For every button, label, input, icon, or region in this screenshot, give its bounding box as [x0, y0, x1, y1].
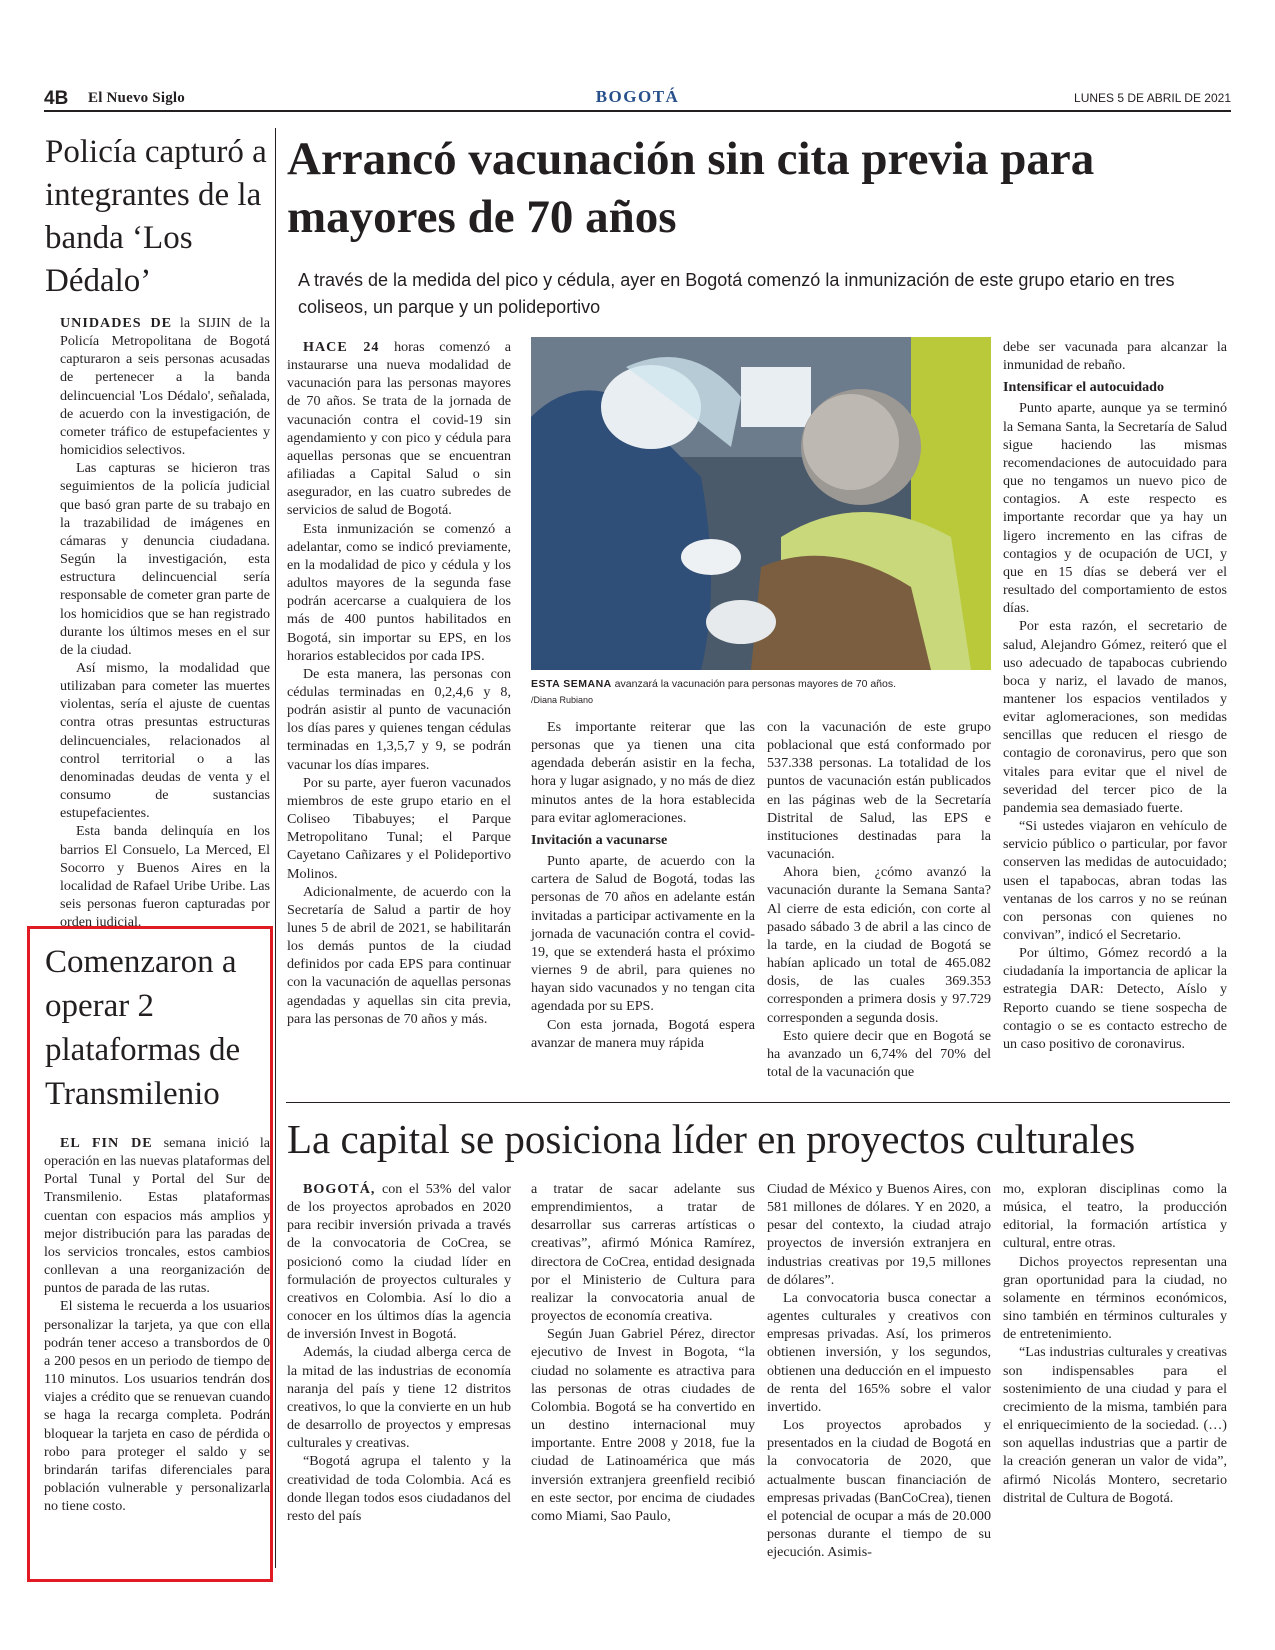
paragraph: Esta inmunización se comenzó a adelantar, como se indicó previamente, en la modalidad de pico y cédula y los adultos mayores de la segunda fase podrán acercarse a cualquiera de los más de 400 puntos habilitados en Bogotá, sin importar su EPS, en los horarios establecidos por cada IPS. [287, 520, 511, 664]
story2-body [44, 1134, 270, 1515]
paragraph: Dichos proyectos representan una gran oportunidad para la ciudad, no solamente en términos económicos, sino también en términos culturales y de entretenimiento. [1003, 1253, 1227, 1343]
caption-lead: ESTA SEMANA [531, 678, 612, 690]
subheading: Intensificar el autocuidado [1003, 379, 1165, 396]
paragraph: Las capturas se hicieron tras seguimientos de la policía judicial que basó gran parte de su trabajo en la trazabilidad de imágenes en cámaras y denuncia ciudadana. Según la investigación, esta estructura delincuencial sería responsable de cometer gran parte de los homicidios que se han registrado durante los últimos meses en el sur de la ciudad. [60, 460, 270, 658]
paragraph: EL FIN DE semana inició la operación en las nuevas plataformas del Portal Tunal y Portal del Sur de Transmilenio. Estas plataformas cuentan con espacios más amplios y mejor distribución para las paradas de los servicios troncales, estos cambios conllevan a una reorganización de puntos de parada de las rutas. [44, 1135, 270, 1297]
main-deck: A través de la medida del pico y cédula, ayer en Bogotá comenzó la inmunización de este grupo etario en tres coliseos, un parque y un polideportivo [298, 270, 1175, 317]
masthead: El Nuevo Siglo [88, 90, 185, 106]
main-column-1 [287, 338, 511, 1028]
main-column-3 [767, 718, 991, 1081]
paragraph: mo, exploran disciplinas como la música, el teatro, la producción editorial, la formación artística y cultural, entre otras. [1003, 1181, 1227, 1252]
paragraph: Por esta razón, el secretario de salud, Alejandro Gómez, reiteró que el uso adecuado de tapabocas cubriendo boca y nariz, el lavado de manos, mantener los espacios ventilados y evitar aglomeraciones, son medidas sencillas que reducen el riesgo de contagio de coronavirus, pero que son vitales para evitar que el nivel de severidad del tercer pico de la pandemia sea demasiado fuerte. [1003, 618, 1227, 816]
section-name: BOGOTÁ [595, 87, 680, 106]
paragraph: Esta banda delinquía en los barrios El Consuelo, La Merced, El Socorro y Buenos Aires en la localidad de Rafael Uribe Uribe. Las seis personas fueron capturadas por orden judicial. [60, 823, 270, 931]
paragraph: UNIDADES DE la SIJIN de la Policía Metropolitana de Bogotá capturaron a seis personas acusadas de pertenecer a la banda delincuencial 'Los Dédalo', señalada, de acuerdo con la investigación, de cometer tráfico de estupefacientes y homicidios selectivos. [60, 315, 270, 459]
paragraph: Además, la ciudad alberga cerca de la mitad de las industrias de economía naranja del país y tiene 12 distritos creativos, lo que la convierte en un hub de desarrollo de proyectos y empresas culturales y creativas. [287, 1344, 511, 1452]
paragraph: Esto quiere decir que en Bogotá se ha avanzado un 6,74% del 70% del total de la vacunación que [767, 1027, 991, 1080]
photo-caption: ESTA SEMANA avanzará la vacunación para personas mayores de 70 años. /Diana Rubiano [531, 678, 897, 705]
main-column-2 [531, 718, 755, 1052]
page-header [44, 86, 1231, 112]
paragraph: Ciudad de México y Buenos Aires, con 581 millones de dólares. Y en 2020, a pesar del contexto, la ciudad atrajo proyectos de inversión extranjera en industrias creativas por 19,5 millones de dólares”. [767, 1181, 991, 1288]
lead-in: HACE 24 [303, 339, 380, 355]
paragraph: Punto aparte, de acuerdo con la cartera de Salud de Bogotá, todas las personas de 70 años en adelante están invitadas a participar activamente en la jornada de vacunación contra el covid-19, que se extenderá hasta el próximo viernes 9 de abril, para quienes no hayan sido vacunados y no tengan cita agendada por su EPS. [531, 853, 755, 1015]
paragraph: Según Juan Gabriel Pérez, director ejecutivo de Invest in Bogota, “la ciudad no solamente es atractiva para las personas de otras ciudades de Colombia. Bogotá se ha convertido en un destino internacional muy importante. Entre 2008 y 2018, fue la ciudad de Latinoamérica que más inversión extranjera greenfield recibió en este sector, por encima de ciudades como Miami, Sao Paulo, [531, 1326, 755, 1524]
paragraph: “Bogotá agrupa el talento y la creatividad de toda Colombia. Acá es donde llegan todos esos ciudadanos del resto del país [287, 1453, 511, 1524]
paragraph: De esta manera, las personas con cédulas terminadas en 0,2,4,6 y 8, podrán asistir al punto de vacunación los días pares y quienes tengan cédulas terminadas en 1,3,5,7 y 9, se podrán vacunar los días impares. [287, 665, 511, 773]
paragraph: Adicionalmente, de acuerdo con la Secretaría de Salud a partir de hoy lunes 5 de abril de 2021, se habilitarán los demás puntos de la ciudad definidos por cada EPS para continuar con la vacunación de aquellas personas agendadas y aquellas sin cita previa, para las personas de 70 años y más. [287, 883, 511, 1027]
main-headline: Arrancó vacunación sin cita previa para mayores de 70 años [287, 133, 1095, 243]
culture-column-3 [767, 1180, 991, 1561]
paragraph: a tratar de sacar adelante sus emprendimientos, a tratar de desarrollar sus carreras artísticas o creativas”, afirmó Mónica Ramírez, directora de CoCrea, entidad designada por el Ministerio de Cultura para realizar la convocatoria anual de proyectos de economía creativa. [531, 1181, 755, 1325]
paragraph: Con esta jornada, Bogotá espera avanzar de manera muy rápida [531, 1016, 755, 1051]
paragraph: “Si ustedes viajaron en vehículo de servicio público o particular, por favor conserven las medidas de autocuidado; usen el tapabocas, abran todas las ventanas de los carros y no se reúnan con personas con quienes no convivan”, indicó el Secretario. [1003, 818, 1227, 943]
culture-column-1 [287, 1180, 511, 1525]
paragraph: debe ser vacunada para alcanzar la inmunidad de rebaño. [1003, 339, 1227, 374]
subheading: Invitación a vacunarse [531, 831, 668, 848]
issue-date: LUNES 5 DE ABRIL DE 2021 [1074, 91, 1231, 105]
paragraph: Así mismo, la modalidad que utilizaban para cometer las muertes violentas, sería el ajuste de cuentas contra otras presuntas estructuras delincuenciales, relacionados al control territorial o a las denominadas deudas de venta y el consumo de sustancias estupefacientes. [60, 659, 270, 822]
paragraph: La convocatoria busca conectar a agentes culturales y creativos con empresas privadas. Así, los primeros obtienen inversión, y los segundos, obtienen una deducción en el impuesto de renta del 165% sobre el valor invertido. [767, 1289, 991, 1415]
paragraph: BOGOTÁ, con el 53% del valor de los proyectos aprobados en 2020 para recibir inversión privada a través de la convocatoria de CoCrea, se posicionó como la ciudad líder en formulación de proyectos culturales y creativos en Colombia. Así lo dio a conocer en los últimos días la agencia de inversión Invest in Bogotá. [287, 1181, 511, 1343]
culture-headline: La capital se posiciona líder en proyectos culturales [287, 1116, 1136, 1162]
culture-column-4 [1003, 1180, 1227, 1507]
lead-in: BOGOTÁ, [303, 1181, 376, 1197]
page-number: 4B [44, 88, 69, 109]
story1-body [60, 314, 270, 931]
paragraph: Por su parte, ayer fueron vacunados miembros de este grupo etario en el Coliseo Tibabuyes; el Parque Metropolitano Tunal; el Parque Cayetano Cañizares y el Polideportivo Molinos. [287, 774, 511, 882]
vaccination-photo [531, 337, 991, 670]
column-divider [275, 128, 276, 1568]
story1-headline: Policía capturó a integrantes de la banda ‘Los Dédalo’ [45, 134, 267, 299]
paragraph: “Las industrias culturales y creativas son indispensables para el sostenimiento de una ciudad y para el crecimiento de la misma, también para el enriquecimiento de la sociedad. (…) son aquellas industrias que a partir de la creación generan un valor de vida”, afirmó Nicolás Montero, secretario distrital de Cultura de Bogotá. [1003, 1344, 1227, 1506]
paragraph: Ahora bien, ¿cómo avanzó la vacunación durante la Semana Santa? Al cierre de esta edición, con corte al pasado sábado 3 de abril a las cinco de la tarde, en la ciudad de Bogotá se habían aplicado un total de 465.082 dosis, de las cuales 369.353 corresponden a primera dosis y 97.729 corresponden a segunda dosis. [767, 864, 991, 1026]
paragraph: Punto aparte, aunque ya se terminó la Semana Santa, la Secretaría de Salud sigue haciendo las mismas recomendaciones de autocuidado para que no tengamos un nuevo pico de contagios. A este respecto es importante recordar que ya hay un ligero incremento en las cifras de contagios y de ocupación de UCI, y que en 15 días se deberá ver el resultado del comportamiento de estos días. [1003, 400, 1227, 617]
story-divider [286, 1102, 1230, 1103]
lead-in: UNIDADES DE [60, 315, 173, 331]
paragraph: El sistema le recuerda a los usuarios personalizar la tarjeta, ya que con ella podrán tener acceso a transbordos de 0 a 200 pesos en un periodo de tiempo de 110 minutos. Los usuarios tendrán dos viajes a crédito que se renuevan cuando se haga la recarga completa. Podrán bloquear la tarjeta en caso de pérdida o robo para proteger el saldo y se brindarán tarifas diferenciales para población vulnerable y personalizarla no tiene costo. [44, 1298, 270, 1515]
paragraph: Por último, Gómez recordó a la ciudadanía la importancia de aplicar la estrategia DAR: Detecto, Aíslo y Reporto cuando se tiene sospecha de contagio o se es contacto estrecho de un caso positivo de coronavirus. [1003, 945, 1227, 1052]
paragraph: Es importante reiterar que las personas que ya tienen una cita agendada deberán asistir en la fecha, hora y lugar asignado, y no más de diez minutos antes de la hora establecida para evitar aglomeraciones. [531, 719, 755, 826]
photo-credit: /Diana Rubiano [531, 695, 594, 705]
story2-headline: Comenzaron a operar 2 plataformas de Transmilenio [45, 944, 241, 1112]
paragraph: Los proyectos aprobados y presentados en la ciudad de Bogotá en la convocatoria de 2020, que actualmente buscan financiación de empresas privadas (BanCoCrea), tienen el potencial de ocupar a más de 20.000 personas durante el tiempo de su ejecución. Asimis- [767, 1417, 991, 1561]
vaccination-photo-illustration [531, 337, 991, 670]
main-column-4 [1003, 338, 1227, 1053]
lead-in: EL FIN DE [60, 1135, 153, 1151]
paragraph: con la vacunación de este grupo poblacional que está conformado por 537.338 personas. La totalidad de los puntos de vacunación están publicados en las páginas web de la Secretaría Distrital de Salud, las EPS e instituciones destinadas para la vacunación. [767, 719, 991, 863]
paragraph: HACE 24 horas comenzó a instaurarse una nueva modalidad de vacunación para las personas mayores de 70 años. Se trata de la jornada de vacunación contra el covid-19 sin agendamiento y con pico y cédula para aquellas personas que se encuentran afiliadas a Capital Salud o sin asegurador, en las cuatro subredes de servicios de salud de Bogotá. [287, 339, 511, 519]
culture-column-2 [531, 1180, 755, 1525]
